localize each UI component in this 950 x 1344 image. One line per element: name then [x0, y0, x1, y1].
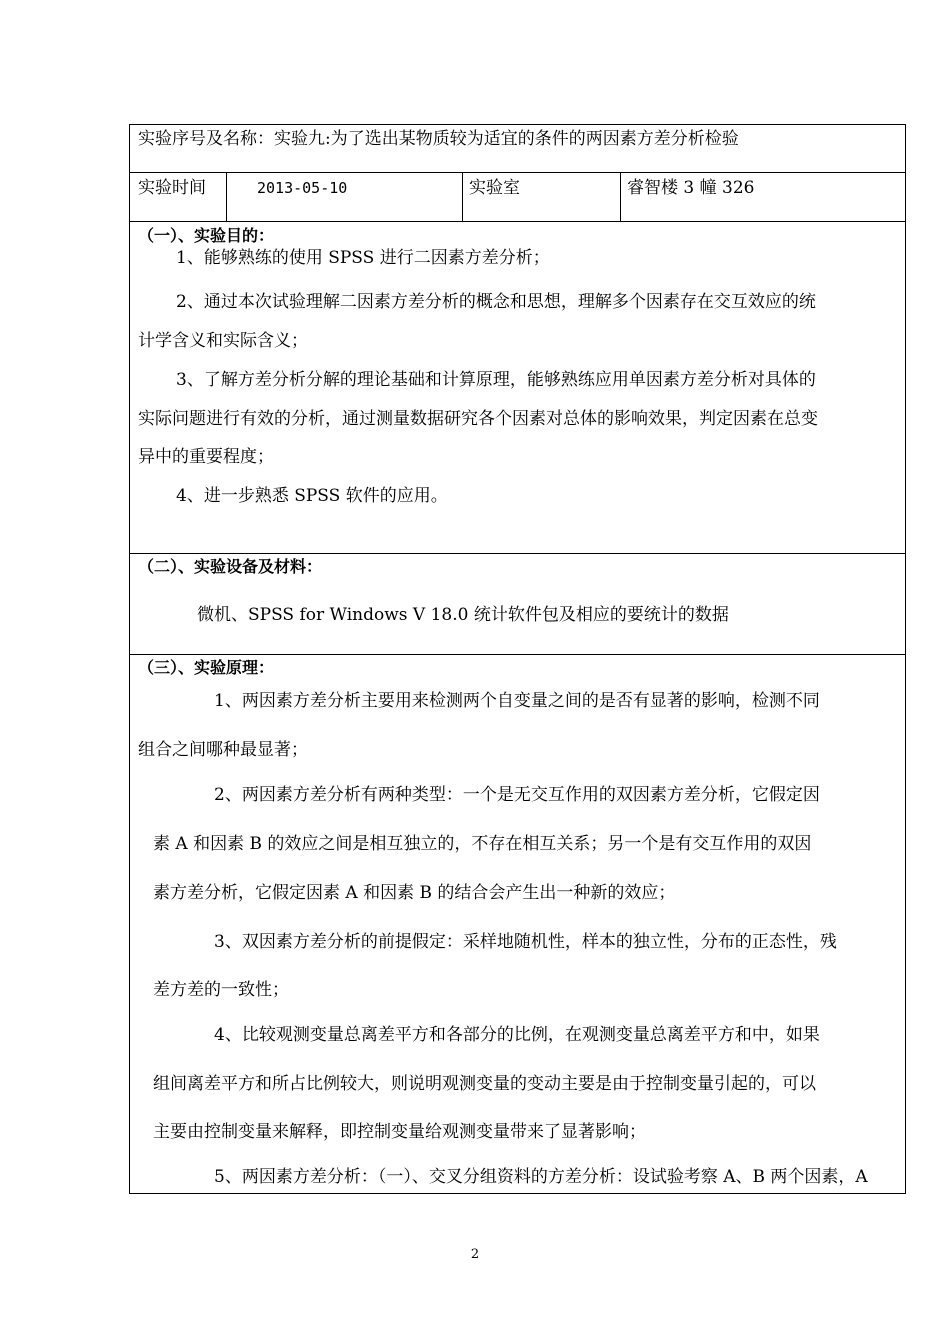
section3-line: 素方差分析，它假定因素 A 和因素 B 的结合会产生出一种新的效应； — [153, 883, 676, 903]
row-divider — [130, 553, 905, 554]
section2-heading: （二）、实验设备及材料： — [138, 557, 323, 576]
section1-line: 计学含义和实际含义； — [138, 331, 308, 351]
section1-line: 1、能够熟练的使用 SPSS 进行二因素方差分析； — [176, 248, 550, 268]
section3-line: 素 A 和因素 B 的效应之间是相互独立的，不存在相互关系；另一个是有交互作用的双因 — [153, 834, 812, 854]
section1-line: 实际问题进行有效的分析，通过测量数据研究各个因素对总体的影响效果，判定因素在总变 — [138, 409, 818, 429]
time-value: 2013-05-10 — [257, 179, 348, 197]
section1-line: 3、了解方差分析分解的理论基础和计算原理，能够熟练应用单因素方差分析对具体的 — [176, 370, 816, 390]
section1-line: 4、进一步熟悉 SPSS 软件的应用。 — [176, 486, 448, 506]
time-label: 实验时间 — [138, 178, 206, 198]
section3-line: 1、两因素方差分析主要用来检测两个自变量之间的是否有显著的影响，检测不同 — [214, 691, 820, 711]
section1-line: 2、通过本次试验理解二因素方差分析的概念和思想，理解多个因素存在交互效应的统 — [176, 292, 816, 312]
section3-line: 5、两因素方差分析：（一）、交叉分组资料的方差分析：设试验考察 A、B 两个因素，A — [214, 1167, 868, 1187]
cell-divider — [462, 172, 463, 221]
section2-line: 微机、SPSS for Windows V 18.0 统计软件包及相应的要统计的数据 — [197, 605, 729, 625]
section3-line: 2、两因素方差分析有两种类型：一个是无交互作用的双因素方差分析，它假定因 — [214, 785, 820, 805]
page-number: 2 — [470, 1247, 480, 1262]
row-divider — [130, 172, 905, 173]
section3-line: 组间离差平方和所占比例较大，则说明观测变量的变动主要是由于控制变量引起的，可以 — [153, 1074, 816, 1094]
lab-value: 睿智楼 3 幢 326 — [627, 178, 755, 198]
cell-divider — [226, 172, 227, 221]
section3-line: 差方差的一致性； — [153, 980, 289, 1000]
section3-heading: （三）、实验原理： — [138, 658, 275, 677]
section1-line: 异中的重要程度； — [138, 447, 274, 467]
section3-line: 4、比较观测变量总离差平方和各部分的比例，在观测变量总离差平方和中，如果 — [214, 1025, 820, 1045]
section3-line: 组合之间哪种最显著； — [138, 740, 308, 760]
section3-line: 主要由控制变量来解释，即控制变量给观测变量带来了显著影响； — [153, 1122, 646, 1142]
experiment-title: 实验序号及名称：实验九:为了选出某物质较为适宜的条件的两因素方差分析检验 — [138, 129, 739, 149]
section3-line: 3、双因素方差分析的前提假定：采样地随机性，样本的独立性，分布的正态性，残 — [214, 932, 837, 952]
row-divider — [130, 221, 905, 222]
cell-divider — [620, 172, 621, 221]
lab-label: 实验室 — [469, 178, 520, 198]
section1-heading: （一）、实验目的： — [138, 226, 275, 245]
row-divider — [130, 654, 905, 655]
